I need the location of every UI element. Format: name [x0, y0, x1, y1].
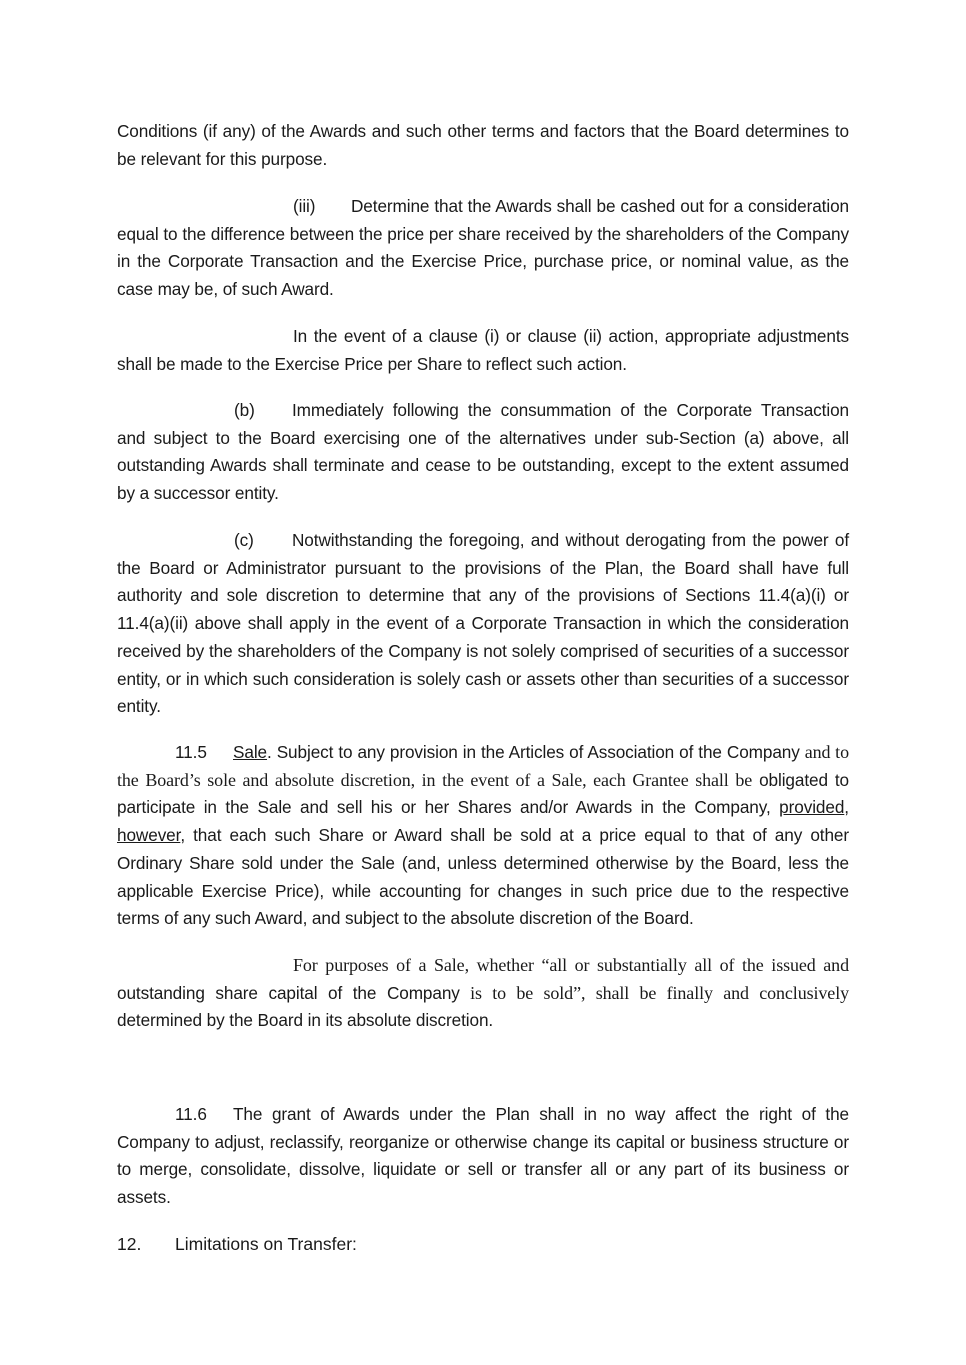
term-provided: provided — [779, 797, 845, 818]
paragraph-text: outstanding share capital of the Company — [117, 982, 460, 1003]
paragraph-text: . Subject to any provision in the Articles of Association of the Company — [267, 742, 800, 762]
section-11-5 — [117, 739, 849, 933]
term-however: however — [117, 825, 181, 846]
paragraph-text: In the event of a clause (i) or clause (ii) action, appropriate adjustments shall be made to the Exercise Price per Share to reflect such action. — [117, 326, 849, 374]
paragraph-text: and to the Board’s sole and absolute discretion, in the event of a Sale, each Grantee shall be — [117, 742, 849, 790]
paragraph-text: Determine that the Awards shall be cashed out for a consideration equal to the difference between the price per share received by the shareholders of the Company in the Corporate Transaction and the Exercise Price, purchase price, or nominal value, as the case may be, of such Award. — [117, 196, 849, 300]
clause-label: (c) — [234, 530, 254, 550]
paragraph-text: For purposes of a Sale, whether “all or substantially all of the issued and — [293, 955, 849, 975]
section-heading-12 — [117, 1231, 357, 1258]
paragraph-text: determined by the Board in its absolute discretion. — [117, 1010, 494, 1031]
paragraph-text: The grant of Awards under the Plan shall in no way affect the right of the Company to adjust, reclassify, reorganize or otherwise change its capital or business structure or to merge, consolidate, dissolve, liquidate or sell or transfer all or any part of its business or assets. — [117, 1104, 849, 1208]
paragraph-text: Immediately following the consummation of the Corporate Transaction and subject to the Board exercising one of the alternatives under sub-Section (a) above, all outstanding Awards shall terminate and cease to be outstanding, except to the extent assumed by a successor entity. — [117, 400, 849, 504]
clause-label: (iii) — [293, 196, 316, 216]
comma: , — [844, 797, 849, 818]
section-number: 11.5 — [175, 742, 207, 762]
heading-number: 12. — [117, 1234, 142, 1254]
paragraph-text: Notwithstanding the foregoing, and without derogating from the power of the Board or Administrator pursuant to the provisions of the Plan, the Board shall have full authority and sole discretion to determine that any of the provisions of Sections 11.4(a)(i) or 11.4(a)(ii) above shall apply in the event of a Corporate Transaction in which the consideration received by the shareholders of the Company is not solely comprised of securities of a successor entity, or in which such consideration is solely cash or assets other than securities of a successor entity. — [117, 530, 849, 717]
heading-title: Limitations on Transfer: — [175, 1234, 357, 1254]
paragraph-c — [117, 527, 849, 721]
paragraph-b — [117, 397, 849, 508]
paragraph-text: obligated to participate in the Sale and sell his or her Shares and/or Awards in the Company, — [117, 769, 849, 818]
paragraph-text: Conditions (if any) of the Awards and such other terms and factors that the Board determines to be relevant for this purpose. — [117, 121, 849, 169]
section-11-6 — [117, 1101, 849, 1212]
paragraph-conditions — [117, 118, 849, 173]
paragraph-text: is to be sold”, shall be finally and conclusively — [459, 982, 849, 1003]
paragraph-sale-purposes — [117, 952, 849, 1035]
paragraph-text: , that each such Share or Award shall be sold at a price equal to that of any other Ordinary Share sold under the Sale (and, unless determined otherwise by the Board, less the applicable Exercise Price), while accounting for changes in such price due to the respective terms of any such Award, and subject to the absolute discretion of the Board. — [117, 825, 849, 929]
section-number: 11.6 — [175, 1104, 207, 1124]
section-title: Sale — [233, 742, 268, 762]
paragraph-adjustments — [117, 323, 849, 378]
paragraph-iii — [117, 193, 849, 304]
clause-label: (b) — [234, 400, 255, 420]
